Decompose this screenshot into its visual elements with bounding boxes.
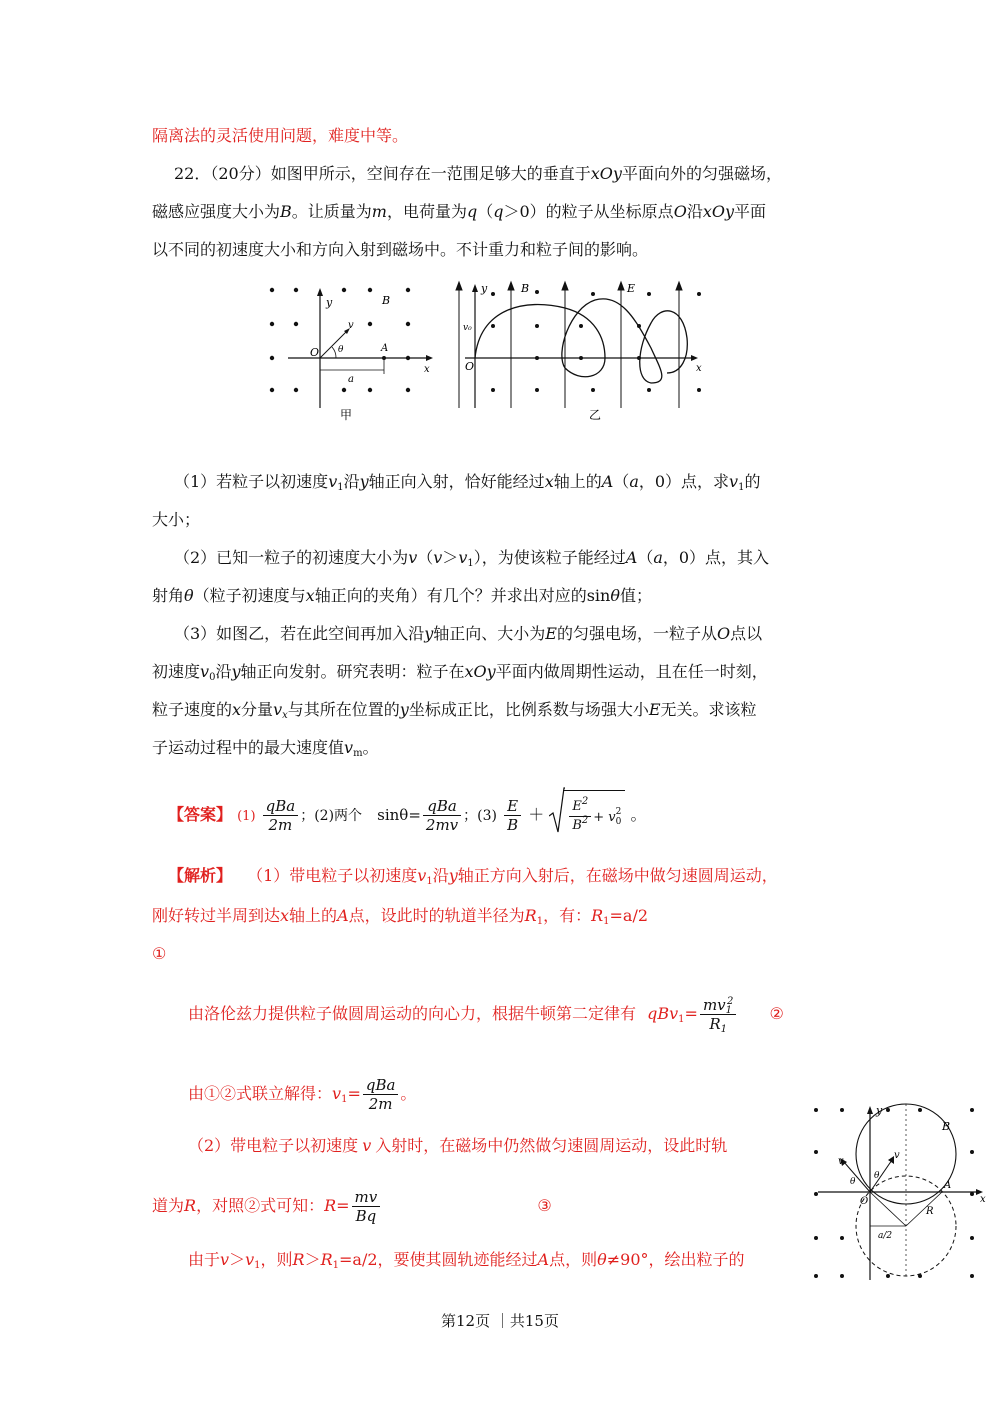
jia-theta-label: θ	[338, 345, 344, 355]
sqrt-sign	[549, 786, 565, 836]
intro-tail: 隔离法的灵活使用问题，难度中等。	[152, 126, 409, 145]
jia-B-label: B	[382, 294, 391, 307]
r-v2-label: v	[894, 1150, 900, 1161]
analysis-line-4: 由①②式联立解得：$v_1=$ $\frac{\text{qBa}}{2m}$ 。	[188, 1076, 417, 1113]
problem-line-3: 以不同的初速度大小和方向入射到磁场中。不计重力和粒子间的影响。	[152, 240, 649, 259]
answer-frac-1: $\frac{\text{qBa}}{2m}$	[263, 797, 299, 834]
analysis-label: 【解析】	[168, 866, 233, 885]
jia-caption: 甲	[340, 408, 353, 422]
analysis-line-2: 刚好转过半周到达x轴上的A点，设此时的轨道半径为$R_1$，有：$R_1=a/2$	[152, 906, 649, 927]
question-1-cont: 大小；	[152, 510, 201, 529]
lorentz-frac: $\frac{mv_1^2}{R_1}$	[700, 996, 736, 1033]
figure-right	[808, 1098, 993, 1288]
question-3-cont-1: 初速度$v_0$沿y轴正向发射。研究表明：粒子在xOy平面内做周期性运动，且在任一时刻，	[152, 662, 768, 683]
jia-y-label: y	[326, 296, 333, 309]
r-R-label: R	[926, 1206, 934, 1217]
question-3-cont-3: 子运动过程中的最大速度值$v_m$。	[152, 738, 379, 759]
yi-caption: 乙	[589, 408, 602, 422]
analysis-line-5: （2）带电粒子以初速度 v 入射时，在磁场中仍然做匀速圆周运动，设此时轨	[188, 1136, 728, 1155]
jia-x-label: x	[424, 364, 430, 375]
yi-B-label: B	[521, 282, 530, 295]
analysis-line-7: 由于$v>v_1$，则$R>R_1=a/2$，要使其圆轨迹能经过A点，则θ≠90°，绘出粒子的	[188, 1250, 745, 1271]
yi-O-label: O	[465, 360, 475, 373]
question-2-cont: 射角θ（粒子初速度与x轴正向的夹角）有几个？并求出对应的sinθ值；	[152, 586, 652, 605]
yi-y-label: y	[481, 282, 488, 295]
jia-O-label: O	[310, 346, 320, 359]
question-2: （2）已知一粒子的初速度大小为$v(v>v_1)$，为使该粒子能经过A（a，0）点，其入	[174, 548, 770, 569]
problem-line-1: 22．（20分）如图甲所示，空间存在一范围足够大的垂直于xOy平面向外的匀强磁场，	[174, 164, 782, 183]
circled-1: ①	[152, 944, 167, 963]
answer-frac-2: $\frac{\text{qBa}}{2mv}$	[423, 797, 461, 834]
question-3-cont-2: 粒子速度的x分量$v_x$与其所在位置的y坐标成正比，比例系数与场强大小E无关。求该粒	[152, 700, 757, 721]
analysis-line-1: 【解析】 （1）带电粒子以初速度$v_1$沿y轴正方向入射后，在磁场中做匀速圆周运动，	[168, 866, 778, 887]
r-y-label: y	[876, 1104, 883, 1117]
figure-yi	[455, 278, 710, 423]
r-O-label: O	[860, 1196, 869, 1207]
yi-E-label: E	[627, 282, 636, 295]
answer-label: 【答案】	[168, 805, 233, 824]
yi-x-label: x	[696, 363, 702, 374]
answer-frac-3: $\frac{E}{B}$	[504, 797, 521, 834]
r-theta1-label: θ	[850, 1177, 856, 1187]
yi-v0-label: v₀	[463, 323, 472, 333]
jia-A-label: A	[381, 343, 389, 354]
jia-v-label: v	[348, 320, 354, 331]
problem-line-2: 磁感应强度大小为B。让质量为m，电荷量为q（q＞0）的粒子从坐标原点O沿xOy平面	[152, 202, 767, 221]
answer-line: 【答案】 (1) $\frac{\text{qBa}}{2m}$ ；(2)两个 sinθ= $\frac{\text{qBa}}{2mv}$ ；(3) $\frac{E}{B}$ ＋ $\frac{E^2}{B^2}$ + v 2 0 。	[168, 790, 646, 841]
page-footer: 第12页 ｜共15页	[441, 1312, 559, 1330]
r-a2-label: a/2	[878, 1231, 893, 1241]
R-frac: $\frac{mv}{Bq}$	[352, 1188, 381, 1225]
r-B-label: B	[942, 1120, 951, 1133]
question-1: （1）若粒子以初速度$v_1$沿y轴正向入射，恰好能经过x轴上的A（a，0）点，求$v_1$的	[174, 472, 761, 493]
figure-jia	[258, 278, 438, 423]
analysis-line-6: 道为R，对照②式可知：R= $\frac{mv}{Bq}$ ③	[152, 1188, 552, 1225]
analysis-line-3: 由洛伦兹力提供粒子做圆周运动的向心力，根据牛顿第二定律有 qBv$_1$= $\frac{mv_1^2}{R_1}$ ②	[188, 996, 784, 1035]
answer-sqrt: $\frac{E^2}{B^2}$ + v 2 0	[549, 790, 625, 841]
question-3: （3）如图乙，若在此空间再加入沿y轴正向、大小为E的匀强电场，一粒子从O点以	[174, 624, 763, 643]
r-theta2-label: θ	[874, 1171, 880, 1181]
r-v1-label: v	[838, 1156, 844, 1167]
r-A-label: A	[944, 1180, 952, 1191]
v1-frac: $\frac{\text{qBa}}{2m}$	[363, 1076, 399, 1113]
jia-a-label: a	[348, 374, 354, 385]
r-x-label: x	[980, 1194, 986, 1205]
